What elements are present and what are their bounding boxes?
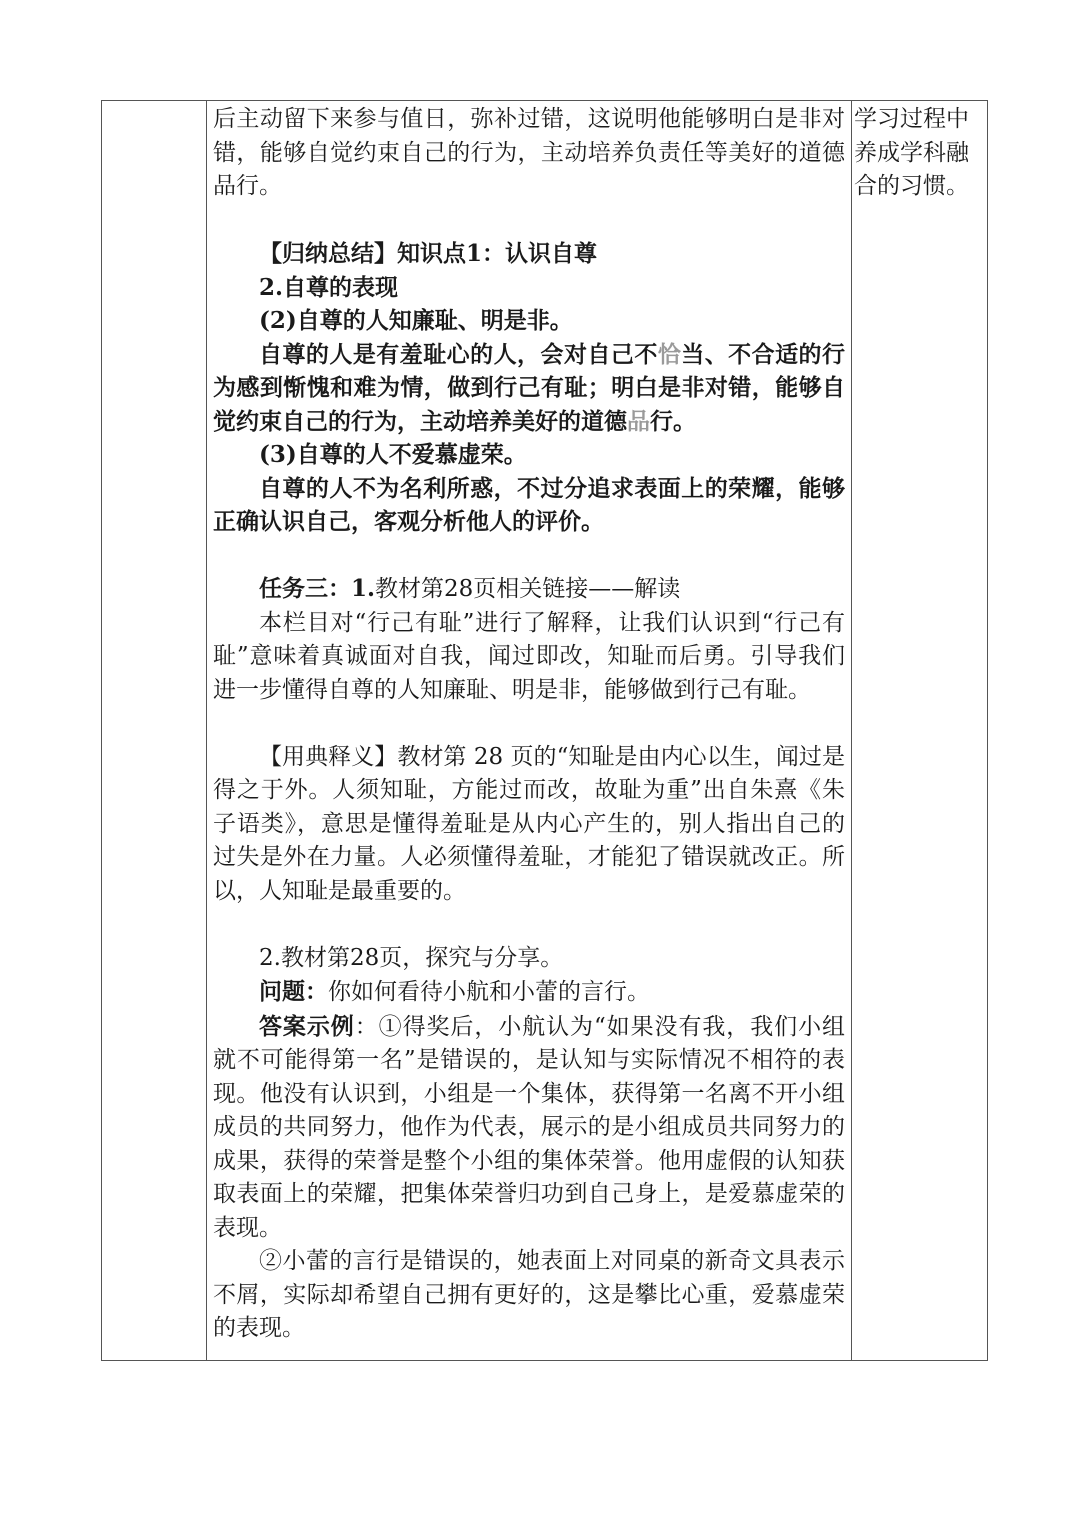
- quote-explanation: 【用典释义】教材第 28 页的“知耻是由内心以生，闻过是得之于外。人须知耻，方能过而改，故耻为重”出自朱熹《朱子语类》，意思是懂得羞耻是从内心产生的，别人指出自己的过失是外在力量。人必须懂得羞耻，才能犯了错误就改正。所以，人知耻是最重要的。: [213, 743, 845, 904]
- intro-paragraph: 后主动留下来参与值日，弥补过错，这说明他能够明白是非对错，能够自觉约束自己的行为，主动培养负责任等美好的道德品行。: [213, 106, 845, 199]
- table-row: [102, 101, 988, 1361]
- task-3-body: 本栏目对“行己有耻”进行了解释，让我们认识到“行己有耻”意味着真诚面对自我，闻过即改，知耻而后勇。引导我们进一步懂得自尊的人知廉耻、明是非，能够做到行己有耻。: [213, 609, 845, 703]
- empty-left-cell: [102, 101, 207, 1361]
- question-line: 问题：你如何看待小航和小蕾的言行。: [259, 978, 650, 1005]
- side-note-line: 养成学科融: [854, 139, 969, 166]
- lesson-table: [101, 100, 988, 1361]
- answer-paragraph-2: ②小蕾的言行是错误的，她表面上对同桌的新奇文具表示不屑，实际却希望自己拥有更好的，这是攀比心重，爱慕虚荣的表现。: [213, 1248, 845, 1341]
- side-note-cell: [852, 101, 988, 1361]
- point-3-body: 自尊的人不为名利所惑，不过分追求表面上的荣耀，能够正确认识自己，客观分析他人的评价。: [213, 474, 845, 535]
- point-2-body: 自尊的人是有羞耻心的人，会对自己不恰当、不合适的行为感到惭愧和难为情，做到行己有耻；明白是非对错，能够自觉约束自己的行为，主动培养美好的道德品行。: [213, 340, 846, 435]
- side-note-line: 学习过程中: [854, 106, 969, 132]
- summary-heading: 【归纳总结】知识点1：认识自尊: [259, 240, 598, 267]
- main-content-cell: [207, 101, 852, 1361]
- task-3-heading: 任务三：1.教材第28页相关链接——解读: [259, 575, 681, 602]
- point-3-title: (3)自尊的人不爱慕虚荣。: [259, 441, 527, 468]
- task-2-line: 2.教材第28页，探究与分享。: [259, 944, 564, 971]
- answer-paragraph-1: 答案示例：①得奖后，小航认为“如果没有我，我们小组就不可能得第一名”是错误的，是认知与实际情况不相符的表现。他没有认识到，小组是一个集体，获得第一名离不开小组成员的共同努力，他作为代表，展示的是小组成员共同努力的成果，获得的荣誉是整个小组的集体荣誉。他用虚假的认知获取表面上的荣耀，把集体荣誉归功到自己身上，是爱慕虚荣的表现。: [213, 1012, 846, 1241]
- summary-subheading: 2.自尊的表现: [259, 273, 399, 301]
- side-note-line: 合的习惯。: [854, 173, 969, 199]
- point-2-title: (2)自尊的人知廉耻、明是非。: [259, 307, 573, 334]
